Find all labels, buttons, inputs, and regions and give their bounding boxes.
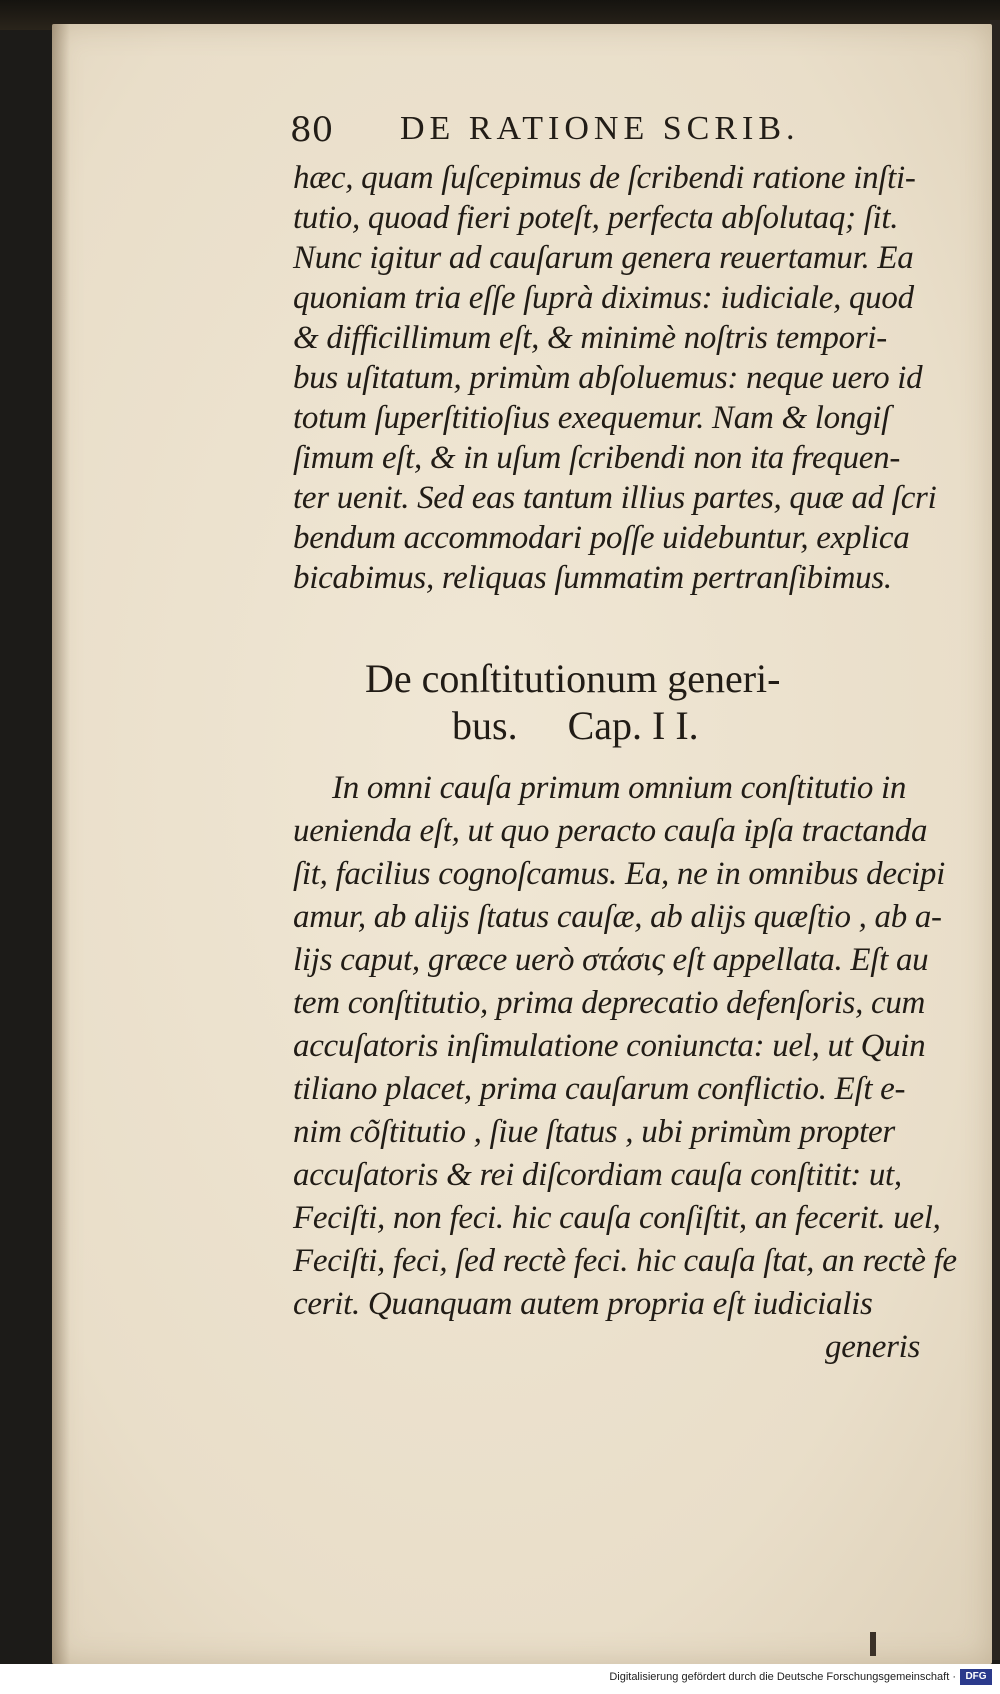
text-line: nim cõſtitutio , ſiue ſtatus , ubi primùm propter bbox=[293, 1114, 895, 1150]
text-line: In omni cauſa primum omnium conſtitutio in bbox=[332, 770, 907, 806]
running-title: DE RATIONE SCRIB. bbox=[400, 110, 800, 147]
text-line: Nunc igitur ad cauſarum genera reuertamur. Ea bbox=[293, 240, 914, 276]
page-number: 80 bbox=[290, 110, 334, 150]
page-header bbox=[290, 110, 850, 160]
dfg-logo-icon: DFG bbox=[960, 1669, 992, 1685]
text-line: ſimum eſt, & in uſum ſcribendi non ita frequen- bbox=[293, 440, 901, 476]
page-mark bbox=[870, 1632, 876, 1656]
text-line: tiliano placet, prima cauſarum conflictio. Eſt e- bbox=[293, 1071, 906, 1107]
text-line: ter uenit. Sed eas tantum illius partes, quæ ad ſcri bbox=[293, 480, 937, 516]
text-line: bicabimus, reliquas ſummatim pertranſibimus. bbox=[293, 560, 892, 596]
catchword: generis bbox=[825, 1329, 921, 1365]
text-line: tem conſtitutio, prima deprecatio defenſoris, cum bbox=[293, 985, 926, 1021]
text-line: bus uſitatum, primùm abſoluemus: neque uero id bbox=[293, 360, 923, 396]
text-line: accuſatoris & rei diſcordiam cauſa conſtitit: ut, bbox=[293, 1157, 902, 1193]
text-line: bendum accommodari poſſe uidebuntur, explica bbox=[293, 520, 910, 556]
text-line: lijs caput, græce uerò στάσις eſt appellata. Eſt au bbox=[293, 942, 929, 978]
text-line: hæc, quam ſuſcepimus de ſcribendi ratione inſti- bbox=[293, 160, 916, 196]
chapter-heading-line: bus. Cap. I I. bbox=[452, 703, 699, 748]
text-line: ueniendа eſt, ut quo peracto cauſa ipſa tractanda bbox=[293, 813, 928, 849]
text-line: cerit. Quanquam autem propria eſt iudicialis bbox=[293, 1286, 873, 1322]
page-binding-shadow bbox=[52, 24, 70, 1664]
text-line: Feciſti, non feci. hic cauſa conſiſtit, an fecerit. uel, bbox=[293, 1200, 941, 1236]
text-line: totum ſuperſtitioſius exequemur. Nam & longiſ bbox=[293, 400, 890, 436]
text-line: amur, ab alijs ſtatus cauſæ, ab alijs quæſtio , ab a- bbox=[293, 899, 942, 935]
footer-credit: Digitalisierung gefördert durch die Deutsche Forschungsgemeinschaft · bbox=[609, 1671, 956, 1683]
text-line: accuſatoris inſimulatione coniuncta: uel, ut Quin bbox=[293, 1028, 926, 1064]
text-line: & difficillimum eſt, & minimè noſtris tempori- bbox=[293, 320, 887, 356]
digitization-footer bbox=[0, 1664, 1000, 1694]
text-line: Feciſti, feci, ſed rectè feci. hic cauſa ſtat, an rectè fe bbox=[293, 1243, 957, 1279]
chapter-heading-line: De conſtitutionum generi- bbox=[365, 656, 781, 701]
text-line: ſit, facilius cognoſcamus. Ea, ne in omnibus decipi bbox=[293, 856, 945, 892]
text-line: tutio, quoad fieri poteſt, perfecta abſolutaq; ſit. bbox=[293, 200, 899, 236]
text-line: quoniam tria eſſe ſuprà diximus: iudiciale, quod bbox=[293, 280, 914, 316]
